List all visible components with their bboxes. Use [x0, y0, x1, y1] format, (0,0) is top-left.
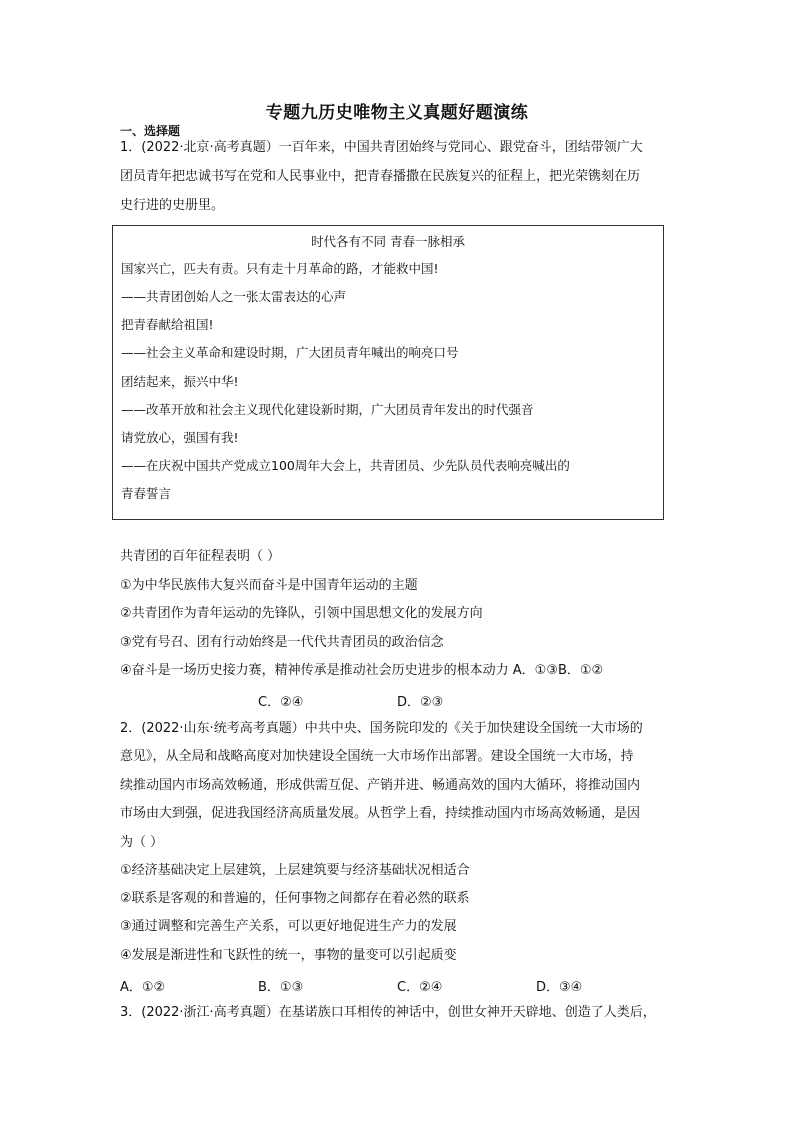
quote-box [112, 225, 664, 520]
q1-item: ①为中华民族伟大复兴而奋斗是中国青年运动的主题 [120, 578, 418, 593]
q1-option-c: C．②④ [258, 695, 304, 710]
quote-box-title: 时代各有不同 青春一脉相承 [311, 234, 465, 249]
q1-item: ③党有号召、团有行动始终是一代代共青团员的政治信念 [120, 635, 444, 650]
q1-text-line: 团员青年把忠诚书写在党和人民事业中，把青春播撒在民族复兴的征程上，把光荣镌刻在历 [120, 169, 641, 184]
quote-line: ——社会主义革命和建设时期，广大团员青年喊出的响亮口号 [121, 345, 459, 360]
q2-text-line: 续推动国内市场高效畅通，形成供需互促、产销并进、畅通高效的国内大循环，将推动国内 [120, 778, 641, 793]
quote-line: 青春誓言 [121, 486, 172, 501]
quote-line: 团结起来，振兴中华! [121, 374, 239, 389]
q1-stem: 共青团的百年征程表明（ ） [120, 549, 281, 564]
q2-text-line: 为（ ） [120, 835, 164, 850]
q2-text-line: 市场由大到强，促进我国经济高质量发展。从哲学上看，持续推动国内市场高效畅通，是因 [120, 806, 641, 821]
quote-line: ——共青团创始人之一张太雷表达的心声 [121, 289, 347, 304]
q2-text-line: 2．(2022·山东·统考高考真题）中共中央、国务院印发的《关于加快建设全国统一大市场的 [120, 721, 643, 736]
q1-item: ④奋斗是一场历史接力赛，精神传承是推动社会历史进步的根本动力 A．①③B．①② [120, 663, 604, 678]
q2-text-line: 意见》，从全局和战略高度对加快建设全国统一大市场作出部署。建设全国统一大市场，持 [120, 749, 634, 764]
quote-line: ——在庆祝中国共产党成立100周年大会上，共青团员、少先队员代表响亮喊出的 [121, 458, 570, 473]
section-heading: 一、选择题 [120, 124, 181, 138]
quote-line: 请党放心，强国有我! [121, 430, 239, 445]
quote-line: 国家兴亡，匹夫有责。只有走十月革命的路，才能救中国! [121, 261, 439, 276]
q1-option-d: D．②③ [397, 695, 444, 710]
q1-item: ②共青团作为青年运动的先锋队，引领中国思想文化的发展方向 [120, 606, 483, 621]
q2-item: ④发展是渐进性和飞跃性的统一，事物的量变可以引起质变 [120, 948, 457, 963]
q2-item: ③通过调整和完善生产关系，可以更好地促进生产力的发展 [120, 919, 457, 934]
quote-line: ——改革开放和社会主义现代化建设新时期，广大团员青年发出的时代强音 [121, 402, 534, 417]
q2-option-b: B．①③ [258, 980, 304, 995]
q2-option-a: A．①② [120, 980, 166, 995]
q2-item: ②联系是客观的和普遍的，任何事物之间都存在着必然的联系 [120, 891, 470, 906]
q1-text-line: 1．(2022·北京·高考真题）一百年来，中国共青团始终与党同心、跟党奋斗，团结带领广大 [120, 140, 643, 155]
q2-option-c: C．②④ [397, 980, 443, 995]
q2-option-d: D．③④ [536, 980, 583, 995]
q3-text-line: 3．(2022·浙江·高考真题）在基诺族口耳相传的神话中，创世女神开天辟地、创造了人类后， [120, 1005, 656, 1020]
quote-line: 把青春献给祖国! [121, 317, 214, 332]
q1-text-line: 史行进的史册里。 [120, 198, 225, 213]
page-title: 专题九历史唯物主义真题好题演练 [265, 103, 529, 123]
q2-item: ①经济基础决定上层建筑，上层建筑要与经济基础状况相适合 [120, 863, 470, 878]
